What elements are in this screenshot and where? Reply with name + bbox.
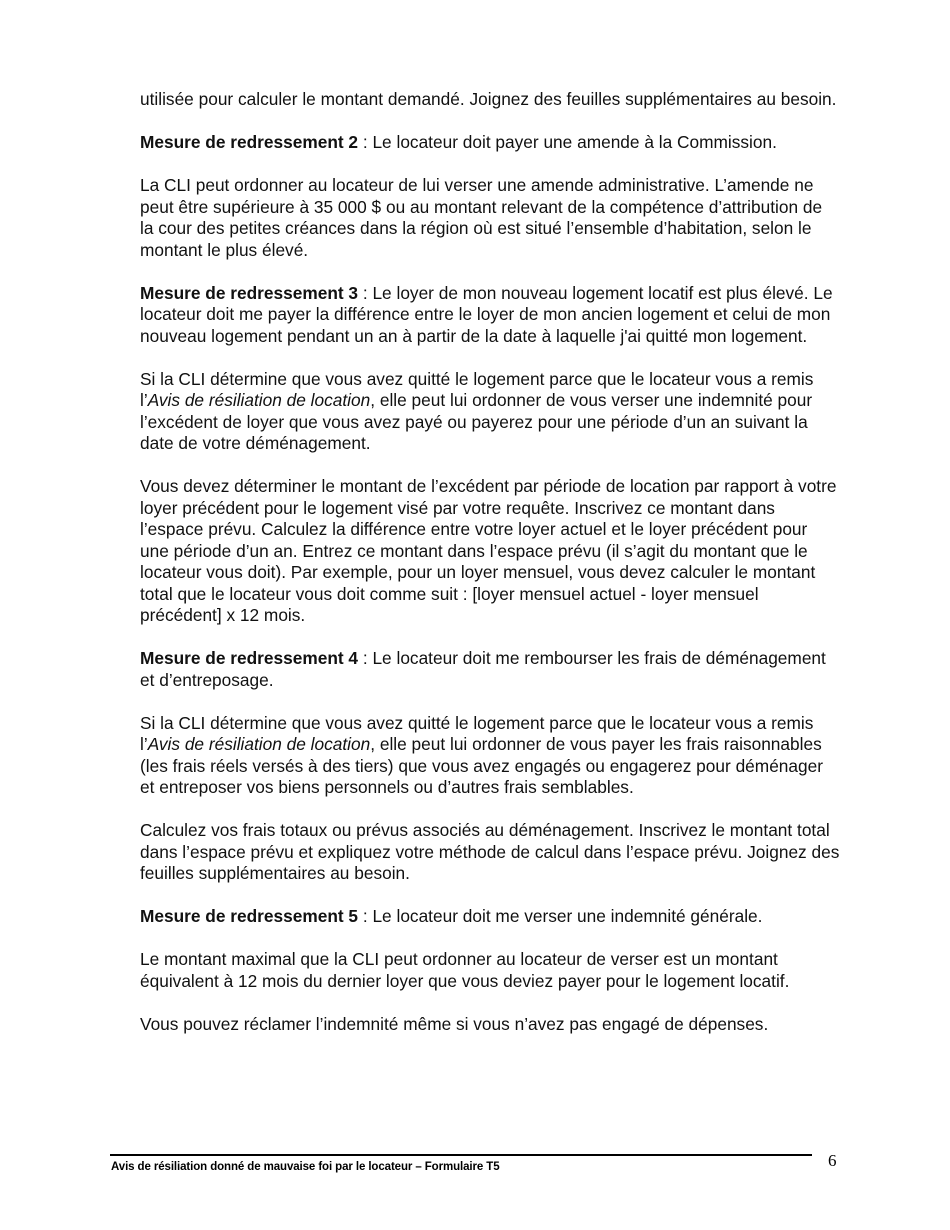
paragraph-maximum: Le montant maximal que la CLI peut ordonner au locateur de verser est un montant équivalent à 12 mois du dernier loyer que vous deviez payer pour le logement locatif. (140, 949, 790, 991)
remedy-3-heading (140, 283, 840, 348)
remedy-2-text: : Le locateur doit payer une amende à la Commission. (358, 132, 777, 152)
paragraph-text: , elle peut lui ordonner de vous payer les frais raisonnables (les frais réels versés à des tiers) que vous avez engagés ou engagerez pour déménager et entreposer vos biens personnels ou d’autres frais semblables. (140, 734, 823, 797)
paragraph-calculation: Vous devez déterminer le montant de l’excédent par période de location par rapport à votre loyer précédent pour le logement visé par votre requête. Inscrivez ce montant dans l’espace prévu. Calculez la différence entre votre loyer actuel et le loyer précédent pour une période d’un an. Entrez ce montant dans l’espace prévu (il s’agit du montant que le locateur vous doit). Par exemple, pour un loyer mensuel, vous devez calculer le montant total que le locateur vous doit comme suit : [loyer mensuel actuel - loyer mensuel précédent] x 12 mois. (140, 476, 837, 625)
remedy-4-heading (140, 648, 840, 691)
paragraph-continuation: utilisée pour calculer le montant demandé. Joignez des feuilles supplémentaires au besoin. (140, 89, 837, 109)
footer-divider (110, 1154, 812, 1156)
remedy-2-heading (140, 132, 840, 154)
footer-title: Avis de résiliation donné de mauvaise foi par le locateur – Formulaire T5 (111, 1161, 500, 1173)
remedy-3-label: Mesure de redressement 3 (140, 282, 359, 303)
paragraph-text: , elle peut lui ordonner de vous verser une indemnité pour l’excédent de loyer que vous avez payé ou payerez pour une période d’un an suivant la date de votre déménagement. (140, 390, 813, 453)
paragraph-moving-costs (140, 713, 840, 799)
notice-title-italic: Avis de résiliation de location (147, 734, 371, 754)
paragraph-calculate-costs: Calculez vos frais totaux ou prévus associés au déménagement. Inscrivez le montant total dans l’espace prévu et expliquez votre méthode de calcul dans l’espace prévu. Joignez des feuilles supplémentaires au besoin. (140, 820, 840, 883)
page-number: 6 (828, 1151, 837, 1170)
paragraph-rent-difference (140, 369, 840, 455)
notice-title-italic: Avis de résiliation de location (147, 390, 371, 410)
paragraph-claim: Vous pouvez réclamer l’indemnité même si vous n’avez pas engagé de dépenses. (140, 1013, 769, 1034)
remedy-5-label: Mesure de redressement 5 (140, 906, 359, 926)
paragraph-text: Si la CLI détermine que vous avez quitté le logement parce que le locateur vous a remis l’ (140, 712, 814, 754)
remedy-2-label: Mesure de redressement 2 (140, 132, 359, 152)
remedy-5-heading (140, 906, 840, 928)
paragraph-fine: La CLI peut ordonner au locateur de lui verser une amende administrative. L’amende ne peut être supérieure à 35 000 $ ou au montant relevant de la compétence d’attribution de la cour des petites créances dans la région où est situé l’ensemble d’habitation, selon le montant le plus élevé. (140, 175, 823, 260)
remedy-4-label: Mesure de redressement 4 (140, 648, 359, 668)
page-body (140, 89, 840, 1057)
paragraph-text: Si la CLI détermine que vous avez quitté le logement parce que le locateur vous a remis l’ (140, 368, 814, 410)
remedy-3-text: : Le loyer de mon nouveau logement locatif est plus élevé. Le locateur doit me payer la différence entre le loyer de mon ancien logement et celui de mon nouveau logement pendant un an à partir de la date à laquelle j'ai quitté mon logement. (140, 282, 833, 346)
remedy-4-text: : Le locateur doit me rembourser les frais de déménagement et d’entreposage. (140, 648, 826, 690)
remedy-5-text: : Le locateur doit me verser une indemnité générale. (358, 906, 763, 926)
